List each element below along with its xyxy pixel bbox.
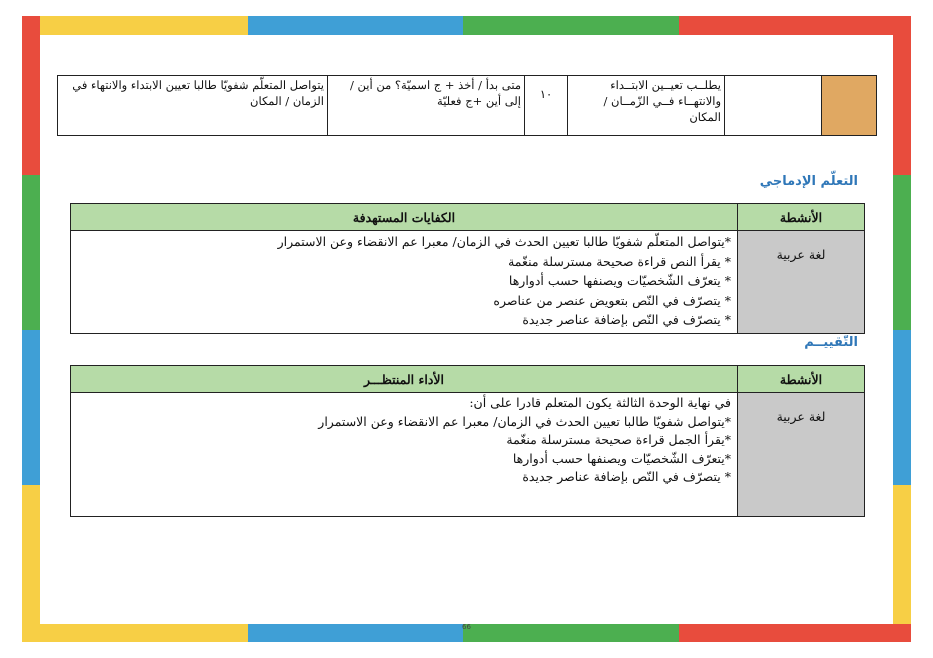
frame-segment xyxy=(463,16,679,35)
competency-line: *يتواصل المتعلّم شفويّا طالبا تعيين الحدث في الزمان/ معبرا عم الانقضاء وعن الاستمرار xyxy=(277,234,731,249)
col-activities: الأنشطة xyxy=(738,204,865,231)
section-heading-integrative: التعلّم الإدماجي xyxy=(759,174,858,189)
performance-line: * يتصرّف في النّص بإضافة عناصر جديدة xyxy=(522,469,731,484)
frame-segment xyxy=(22,175,40,330)
frame-segment xyxy=(463,624,679,642)
frame-segment xyxy=(22,330,40,485)
competencies-cell xyxy=(71,231,738,334)
performance-line: *يتواصل شفويّا طالبا تعيين الحدث في الزمان/ معبرا عم الانقضاء وعن الاستمرار xyxy=(318,413,731,429)
competencies-table xyxy=(70,203,865,334)
frame-segment xyxy=(22,35,40,175)
frame-segment xyxy=(893,330,911,485)
outcome-cell: يتواصل المتعلّم شفويّا طالبا تعيين الابتداء والانتهاء في الزمان / المكان xyxy=(58,76,328,136)
competency-line: * يقرأ النص قراءة صحيحة مسترسلة منغّمة xyxy=(508,253,731,269)
number-cell: ١٠ xyxy=(525,76,568,136)
competency-line: * يتعرّف الشّخصيّات ويصنفها حسب أدوارها xyxy=(508,273,731,288)
frame-segment xyxy=(22,485,40,624)
frame-segment xyxy=(893,175,911,330)
performance-cell xyxy=(71,393,738,517)
activity-cell: لغة عربية xyxy=(738,393,865,517)
frame-segment xyxy=(679,624,911,642)
section-heading-assessment: التّقييــم xyxy=(804,335,858,350)
frame-segment xyxy=(248,624,463,642)
competency-line: * يتصرّف في النّص بإضافة عناصر جديدة xyxy=(522,312,731,327)
frame-segment xyxy=(679,16,893,35)
frame-segment xyxy=(22,624,248,642)
frame-segment xyxy=(40,16,248,35)
empty-cell xyxy=(725,76,822,136)
frame-segment xyxy=(22,16,40,35)
objective-cell: يطلــب تعيــين الابتــداء والانتهــاء فــي الزّمــان / المكان xyxy=(568,76,725,136)
performance-line: في نهاية الوحدة الثالثة يكون المتعلم قادرا على أن: xyxy=(469,395,731,410)
structures-cell: متى بدأ / أخذ + ج اسميّة؟ من أين / إلى أين +ج فعليّة xyxy=(328,76,525,136)
frame-segment xyxy=(893,485,911,624)
col-activities: الأنشطة xyxy=(738,366,865,393)
performance-table xyxy=(70,365,865,517)
col-performance: الأداء المنتظـــر xyxy=(71,366,738,393)
frame-segment xyxy=(248,16,463,35)
competency-line: * يتصرّف في النّص بتعويض عنصر من عناصره xyxy=(493,292,731,308)
activity-cell: لغة عربية xyxy=(738,231,865,334)
objectives-table xyxy=(57,75,877,136)
performance-line: *يتعرّف الشّخصيّات ويصنفها حسب أدوارها xyxy=(512,450,731,466)
page-number: 66 xyxy=(462,623,471,631)
col-competencies: الكفايات المستهدفة xyxy=(71,204,738,231)
accent-cell xyxy=(822,76,877,136)
performance-line: *يقرأ الجمل قراءة صحيحة مسترسلة منغّمة xyxy=(506,432,731,447)
frame-segment xyxy=(893,16,911,175)
